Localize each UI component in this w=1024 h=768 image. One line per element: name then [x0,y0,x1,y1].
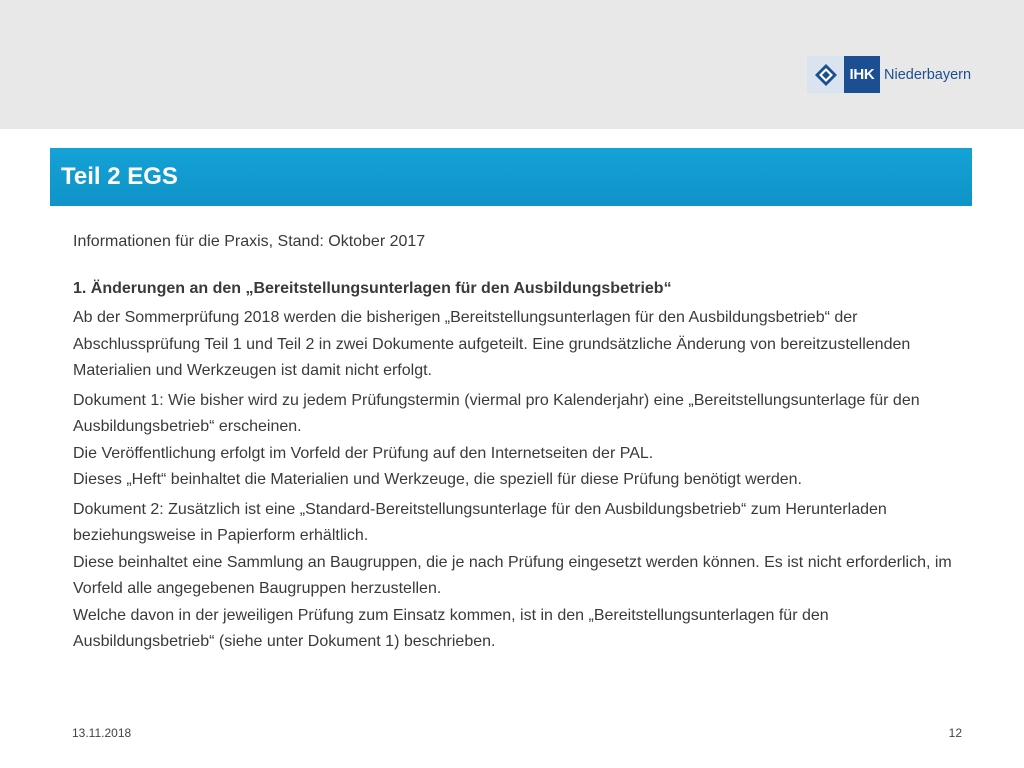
title-bar [50,148,972,206]
slide-content [73,229,973,656]
doc2-line-2: Diese beinhaltet eine Sammlung an Baugruppen, die je nach Prüfung eingesetzt werden können. Es ist nicht erforderlich, im Vorfeld alle angegebenen Baugruppen herzustellen. [73,553,952,597]
ihk-logo [807,56,973,93]
doc1-line-3: Dieses „Heft“ beinhaltet die Materialien und Werkzeuge, die speziell für diese Prüfung benötigt werden. [73,471,802,488]
paragraph-changes: Ab der Sommerprüfung 2018 werden die bisherigen „Bereitstellungsunterlagen für den Ausbildungsbetrieb“ der Abschlussprüfung Teil 1 und Teil 2 in zwei Dokumente aufgeteilt. Eine grundsätzliche Änderung von bereitzustellenden Materialien und Werkzeugen ist damit nicht erfolgt. [73,309,911,379]
footer-date: 13.11.2018 [72,726,132,740]
page-number: 12 [948,726,962,740]
paragraph-document-1 [73,388,973,494]
intro-text: Informationen für die Praxis, Stand: Oktober 2017 [73,233,426,250]
ihk-diamond-icon [807,56,844,93]
doc2-line-3: Welche davon in der jeweiligen Prüfung zum Einsatz kommen, ist in den „Bereitstellungsunterlagen für den Ausbildungsbetrieb“ (siehe unter Dokument 1) beschrieben. [73,606,829,650]
logo-region-text: Niederbayern [884,66,972,83]
logo-ihk-text: IHK [844,56,880,93]
section-heading: 1. Änderungen an den „Bereitstellungsunterlagen für den Ausbildungsbetrieb“ [73,279,672,297]
doc1-line-1: Dokument 1: Wie bisher wird zu jedem Prüfungstermin (viermal pro Kalenderjahr) eine „Bereitstellungsunterlage für den Ausbildungsbetrieb“ erscheinen. [73,391,920,435]
paragraph-document-2 [73,497,973,656]
doc2-line-1: Dokument 2: Zusätzlich ist eine „Standard-Bereitstellungsunterlage für den Ausbildungsbetrieb“ zum Herunterladen beziehungsweise in Papierform erhältlich. [73,500,887,544]
doc1-line-2: Die Veröffentlichung erfolgt im Vorfeld der Prüfung auf den Internetseiten der PAL. [73,444,654,462]
slide-title: Teil 2 EGS [61,163,178,190]
